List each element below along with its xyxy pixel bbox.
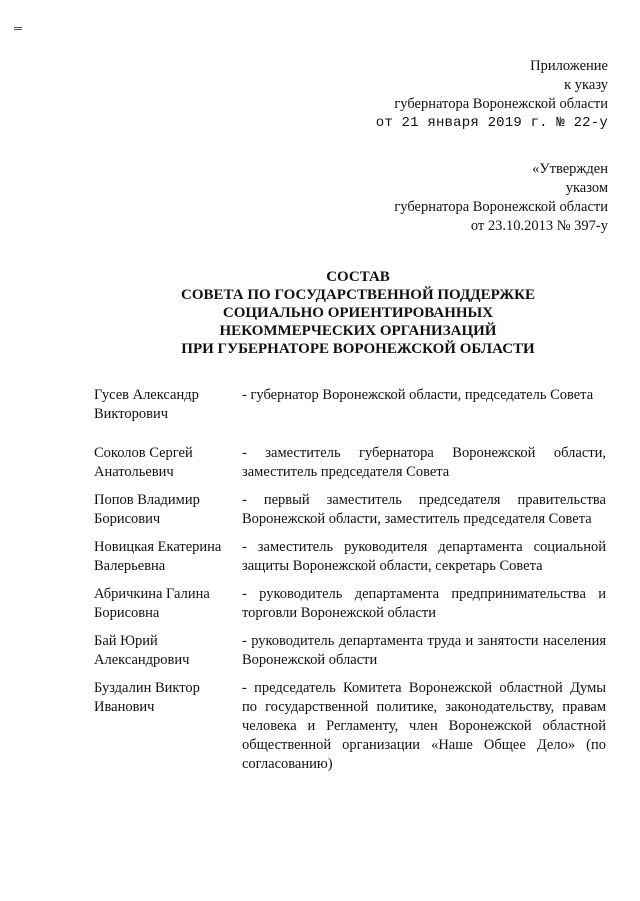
- corner-mark: [14, 27, 22, 29]
- approved-header: [394, 160, 608, 236]
- title-line-4: НЕКОММЕРЧЕСКИХ ОРГАНИЗАЦИЙ: [219, 323, 497, 339]
- title-line-5: ПРИ ГУБЕРНАТОРЕ ВОРОНЕЖСКОЙ ОБЛАСТИ: [181, 341, 535, 357]
- members-table: [94, 386, 606, 774]
- member-name: Новицкая Екатерина Валерьевна: [94, 539, 222, 574]
- member-name: Попов Владимир Борисович: [94, 492, 200, 527]
- member-name: Бай Юрий Александрович: [94, 633, 190, 668]
- member-name: Абричкина Галина Борисовна: [94, 586, 210, 621]
- member-row: [94, 444, 606, 491]
- approved-line-3: губернатора Воронежской области: [394, 199, 608, 215]
- appendix-header: [376, 57, 608, 133]
- title-line-1: СОСТАВ: [326, 269, 390, 285]
- appendix-line-1: Приложение: [530, 58, 608, 74]
- member-role: - заместитель руководителя департамента социальной защиты Воронежской области, секретарь Совета: [242, 539, 606, 574]
- member-name: Соколов Сергей Анатольевич: [94, 445, 193, 480]
- member-role: - руководитель департамента труда и занятости населения Воронежской области: [242, 633, 606, 668]
- title-line-2: СОВЕТА ПО ГОСУДАРСТВЕННОЙ ПОДДЕРЖКЕ: [181, 287, 535, 303]
- appendix-line-2: к указу: [564, 77, 608, 93]
- member-row: [94, 386, 606, 444]
- decree-stamp: от 21 января 2019 г. № 22-у: [375, 115, 608, 131]
- member-row: [94, 632, 606, 679]
- member-row: [94, 491, 606, 538]
- member-row: [94, 538, 606, 585]
- approved-line-2: указом: [565, 180, 608, 196]
- document-title: [0, 268, 640, 358]
- member-name: Гусев Александр Викторович: [94, 387, 199, 422]
- member-name: Буздалин Виктор Иванович: [94, 680, 200, 715]
- member-role: - губернатор Воронежской области, председатель Совета: [242, 387, 594, 403]
- member-role: - заместитель губернатора Воронежской области, заместитель председателя Совета: [242, 445, 606, 480]
- member-row: [94, 585, 606, 632]
- appendix-line-3: губернатора Воронежской области: [394, 96, 608, 112]
- title-line-3: СОЦИАЛЬНО ОРИЕНТИРОВАННЫХ: [222, 305, 494, 321]
- member-role: - первый заместитель председателя правительства Воронежской области, заместитель председателя Совета: [242, 492, 606, 527]
- member-row: [94, 679, 606, 774]
- member-role: - председатель Комитета Воронежской областной Думы по государственной политике, законодательству, правам человека и Регламенту, член Воронежской областной общественной организации «Наше Общее Дело» (по согласованию): [242, 680, 606, 772]
- approved-line-4: от 23.10.2013 № 397-у: [470, 218, 608, 234]
- approved-line-1: «Утвержден: [532, 161, 608, 177]
- member-role: - руководитель департамента предпринимательства и торговли Воронежской области: [242, 586, 606, 621]
